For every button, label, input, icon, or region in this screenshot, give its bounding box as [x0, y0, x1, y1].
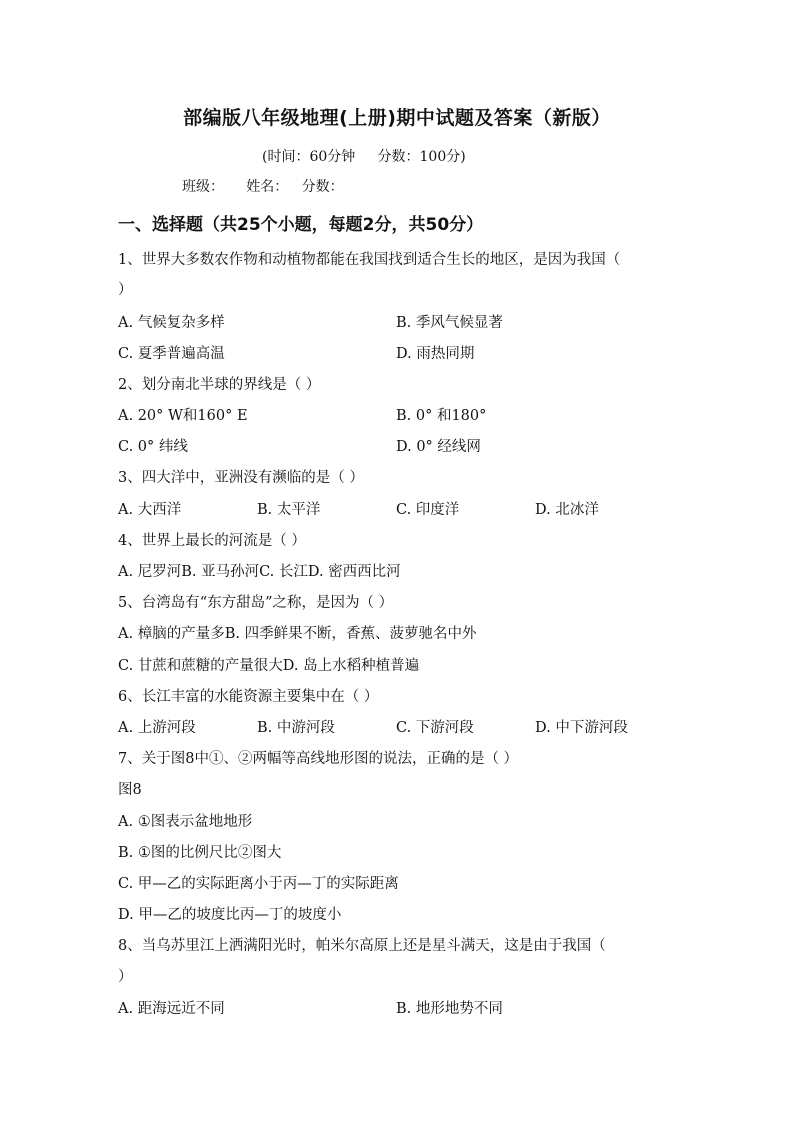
question-1-stem-end: ）	[118, 282, 133, 298]
section-heading: 一、选择题（共25个小题，每题2分，共50分）	[118, 215, 484, 235]
question-6-option-a: A. 上游河段	[118, 720, 196, 736]
question-7-stem: 7、关于图8中①、②两幅等高线地形图的说法，正确的是（ ）	[118, 751, 519, 767]
question-7-option-a: A. ①图表示盆地地形	[118, 814, 253, 830]
question-3-option-b: B. 太平洋	[257, 502, 321, 518]
question-2-option-c: C. 0° 纬线	[118, 439, 188, 455]
question-1-option-a: A. 气候复杂多样	[118, 315, 225, 331]
question-5-options-cd: C. 甘蔗和蔗糖的产量很大D. 岛上水稻种植普遍	[118, 658, 420, 674]
question-8-stem-end: ）	[118, 969, 133, 985]
question-1-option-c: C. 夏季普遍高温	[118, 346, 225, 362]
question-3-stem: 3、四大洋中，亚洲没有濒临的是（ ）	[118, 470, 364, 486]
question-8-option-b: B. 地形地势不同	[396, 1001, 503, 1017]
question-2-stem: 2、划分南北半球的界线是（ ）	[118, 377, 321, 393]
question-1-option-b: B. 季风气候显著	[396, 315, 503, 331]
question-2-option-b: B. 0° 和180°	[396, 408, 487, 424]
question-5-stem: 5、台湾岛有“东方甜岛”之称，是因为（ ）	[118, 595, 394, 611]
student-info: 班级： 姓名： 分数：	[182, 179, 344, 195]
page-title: 部编版八年级地理(上册)期中试题及答案（新版）	[183, 107, 611, 129]
question-3-option-d: D. 北冰洋	[535, 502, 599, 518]
question-8-stem: 8、当乌苏里江上洒满阳光时，帕米尔高原上还是星斗满天，这是由于我国（	[118, 938, 606, 954]
question-7-option-b: B. ①图的比例尺比②图大	[118, 845, 282, 861]
exam-time-score: (时间：60分钟 分数：100分)	[262, 149, 466, 165]
question-8-option-a: A. 距海远近不同	[118, 1001, 225, 1017]
question-2-option-d: D. 0° 经线网	[396, 439, 481, 455]
question-5-options-ab: A. 樟脑的产量多B. 四季鲜果不断，香蕉、菠萝驰名中外	[118, 626, 477, 642]
question-6-option-d: D. 中下游河段	[535, 720, 628, 736]
question-1-stem: 1、世界大多数农作物和动植物都能在我国找到适合生长的地区，是因为我国（	[118, 252, 621, 268]
question-7-option-d: D. 甲—乙的坡度比丙—丁的坡度小	[118, 907, 342, 923]
question-6-option-b: B. 中游河段	[257, 720, 335, 736]
question-4-stem: 4、世界上最长的河流是（ ）	[118, 533, 306, 549]
question-3-option-c: C. 印度洋	[396, 502, 460, 518]
question-1-option-d: D. 雨热同期	[396, 346, 475, 362]
question-7-option-c: C. 甲—乙的实际距离小于丙—丁的实际距离	[118, 876, 399, 892]
question-6-stem: 6、长江丰富的水能资源主要集中在（ ）	[118, 689, 379, 705]
question-7-figure-label: 图8	[118, 782, 142, 798]
question-3-option-a: A. 大西洋	[118, 502, 182, 518]
question-4-options: A. 尼罗河B. 亚马孙河C. 长江D. 密西西比河	[118, 564, 401, 580]
question-2-option-a: A. 20° W和160° E	[118, 408, 248, 424]
question-6-option-c: C. 下游河段	[396, 720, 474, 736]
